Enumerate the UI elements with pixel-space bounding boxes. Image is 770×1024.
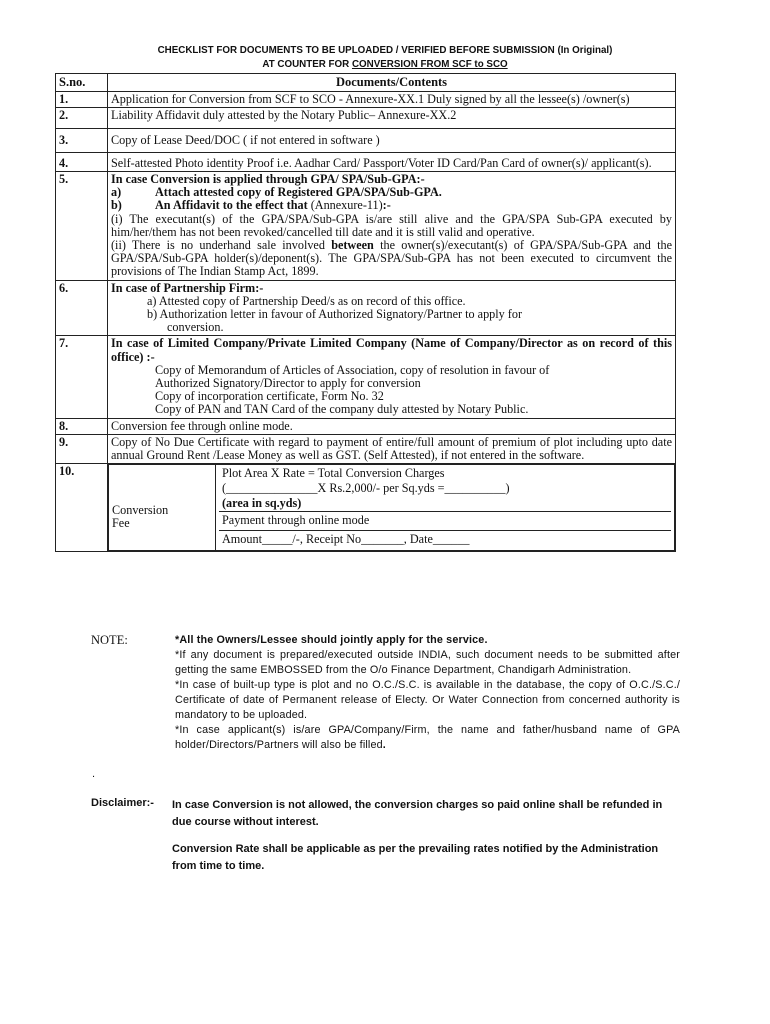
row-number: 6. bbox=[56, 280, 108, 336]
note-label: NOTE: bbox=[91, 633, 128, 647]
gpa-item-b-bold: An Affidavit to the effect that bbox=[155, 198, 308, 213]
gpa-clause-i: (i) The executant(s) of the GPA/SPA/Sub-GPA is/are still alive and the GPA/SPA Sub-GPA executed by him/her/them has not been revoked/cancelled till date and it is still valid and operative. bbox=[111, 211, 672, 239]
subtitle-prefix: AT COUNTER FOR bbox=[262, 59, 352, 70]
gpa-clause-ii-pre: (ii) There is no underhand sale involved bbox=[111, 238, 332, 253]
fee-formula: Plot Area X Rate = Total Conversion Charges bbox=[222, 466, 445, 481]
row-number: 3. bbox=[56, 128, 108, 152]
row-number: 9. bbox=[56, 434, 108, 463]
company-item-2: Copy of incorporation certificate, Form No. 32 bbox=[155, 389, 384, 404]
note-item: *If any document is prepared/executed outside INDIA, such document needs to be submitted after getting the same EMBOSSED from the O/o Finance Department, Chandigarh Administration. bbox=[175, 649, 680, 676]
table-row bbox=[56, 434, 676, 463]
fee-label-line1: Conversion bbox=[112, 502, 169, 517]
note-4-text: *In case applicant(s) is/are GPA/Company/Firm, the name and father/husband name of GPA holder/Directors/Partners will also be filled bbox=[175, 724, 680, 751]
checklist-title: CHECKLIST FOR DOCUMENTS TO BE UPLOADED / VERIFIED BEFORE SUBMISSION (In Original) bbox=[157, 45, 613, 56]
gpa-item-a-label: a) bbox=[111, 185, 122, 200]
note-4-end: . bbox=[382, 739, 386, 751]
gpa-clause-ii-bold: between bbox=[331, 238, 374, 253]
table-row bbox=[56, 108, 676, 128]
fee-amount-line: Amount_____/-, Receipt No_______, Date______ bbox=[222, 532, 470, 547]
fee-label-cell bbox=[109, 465, 216, 551]
table-row bbox=[56, 92, 676, 108]
stray-dot: . bbox=[92, 768, 96, 780]
subtitle-underlined: CONVERSION FROM SCF to SCO bbox=[351, 59, 508, 70]
partnership-item-b-cont: conversion. bbox=[167, 320, 224, 335]
table-row bbox=[56, 418, 676, 434]
fee-payment-mode: Payment through online mode bbox=[219, 512, 671, 531]
row-number: 2. bbox=[56, 108, 108, 128]
documents-header: Documents/Contents bbox=[108, 74, 676, 92]
fee-details-cell bbox=[216, 465, 675, 551]
company-heading: In case of Limited Company/Private Limited Company (Name of Company/Director as on record of this office) :- bbox=[111, 336, 672, 364]
note-item: *In case of built-up type is plot and no O.C./S.C. is available in the database, the copy of O.C./S.C./ Certificate of date of Permanent release of Electy. Or Water Connection from concerned authority is mandatory to be uploaded. bbox=[175, 679, 680, 721]
documents-table bbox=[55, 73, 676, 552]
gpa-heading: In case Conversion is applied through GPA/ SPA/Sub-GPA:- bbox=[111, 172, 425, 187]
row-number: 5. bbox=[56, 172, 108, 281]
row-content bbox=[108, 172, 676, 281]
sno-header: S.no. bbox=[56, 74, 108, 92]
table-row bbox=[56, 172, 676, 281]
row-content: Self-attested Photo identity Proof i.e. Aadhar Card/ Passport/Voter ID Card/Pan Card of owner(s)/ applicant(s). bbox=[108, 152, 676, 171]
gpa-item-b-normal: (Annexure-11) bbox=[307, 198, 383, 213]
row-number: 8. bbox=[56, 418, 108, 434]
row-number: 7. bbox=[56, 336, 108, 418]
table-row bbox=[56, 152, 676, 171]
gpa-item-b-end: :- bbox=[382, 198, 391, 213]
row-content bbox=[108, 464, 676, 552]
company-item-1-cont: Authorized Signatory/Director to apply for conversion bbox=[155, 376, 421, 391]
partnership-item-b: b) Authorization letter in favour of Authorized Signatory/Partner to apply for bbox=[147, 307, 523, 322]
note-item: *All the Owners/Lessee should jointly apply for the service. bbox=[175, 634, 488, 646]
gpa-item-b bbox=[111, 199, 672, 212]
row-content: Conversion fee through online mode. bbox=[108, 418, 676, 434]
notes-block bbox=[175, 633, 680, 753]
gpa-clause-ii-post: the owner(s)/executant(s) of GPA/SPA/Sub-GPA and the GPA/SPA/Sub-GPA holder(s)/deponent(s). The GPA/SPA/Sub-GPA has not been executed to circumvent the provisions of The Indian Stamp Act, 1899. bbox=[111, 238, 672, 279]
table-row bbox=[56, 280, 676, 336]
row-content: Liability Affidavit duly attested by the Notary Public– Annexure-XX.2 bbox=[108, 108, 676, 128]
fee-unit: (area in sq.yds) bbox=[219, 496, 671, 512]
disclaimer-label: Disclaimer:- bbox=[91, 797, 154, 809]
row-number: 4. bbox=[56, 152, 108, 171]
row-number: 10. bbox=[56, 464, 108, 552]
checklist-subtitle bbox=[0, 59, 770, 70]
row-number: 1. bbox=[56, 92, 108, 108]
fee-blanks: (_______________X Rs.2,000/- per Sq.yds =__________) bbox=[222, 481, 510, 496]
company-item-3: Copy of PAN and TAN Card of the company duly attested by Notary Public. bbox=[155, 402, 529, 417]
row-content: Copy of No Due Certificate with regard to payment of entire/full amount of premium of plot including upto date annual Ground Rent /Lease Money as well as GST. (Self Attested), if not entered in the software. bbox=[108, 434, 676, 463]
table-header-row bbox=[56, 74, 676, 92]
table-row bbox=[56, 464, 676, 552]
note-item bbox=[175, 723, 680, 753]
table-row bbox=[56, 336, 676, 418]
partnership-heading: In case of Partnership Firm:- bbox=[111, 280, 264, 295]
fee-label-line2: Fee bbox=[112, 515, 130, 530]
row-content bbox=[108, 280, 676, 336]
row-content: Application for Conversion from SCF to SCO - Annexure-XX.1 Duly signed by all the lessee(s) /owner(s) bbox=[108, 92, 676, 108]
table-row bbox=[56, 128, 676, 152]
company-item-1: Copy of Memorandum of Articles of Association, copy of resolution in favour of bbox=[155, 362, 550, 377]
gpa-item-b-label: b) bbox=[111, 198, 122, 213]
conversion-fee-table bbox=[108, 464, 675, 551]
conversion-rate-text: Conversion Rate shall be applicable as per the prevailing rates notified by the Administration from time to time. bbox=[172, 843, 659, 872]
disclaimer-text: In case Conversion is not allowed, the conversion charges so paid online shall be refunded in due course without interest. bbox=[172, 799, 663, 828]
row-content bbox=[108, 336, 676, 418]
row-content: Copy of Lease Deed/DOC ( if not entered in software ) bbox=[108, 128, 676, 152]
gpa-clause-ii bbox=[111, 239, 672, 279]
partnership-item-a: a) Attested copy of Partnership Deed/s as on record of this office. bbox=[147, 293, 466, 308]
gpa-item-a-text: Attach attested copy of Registered GPA/SPA/Sub-GPA. bbox=[155, 185, 442, 200]
